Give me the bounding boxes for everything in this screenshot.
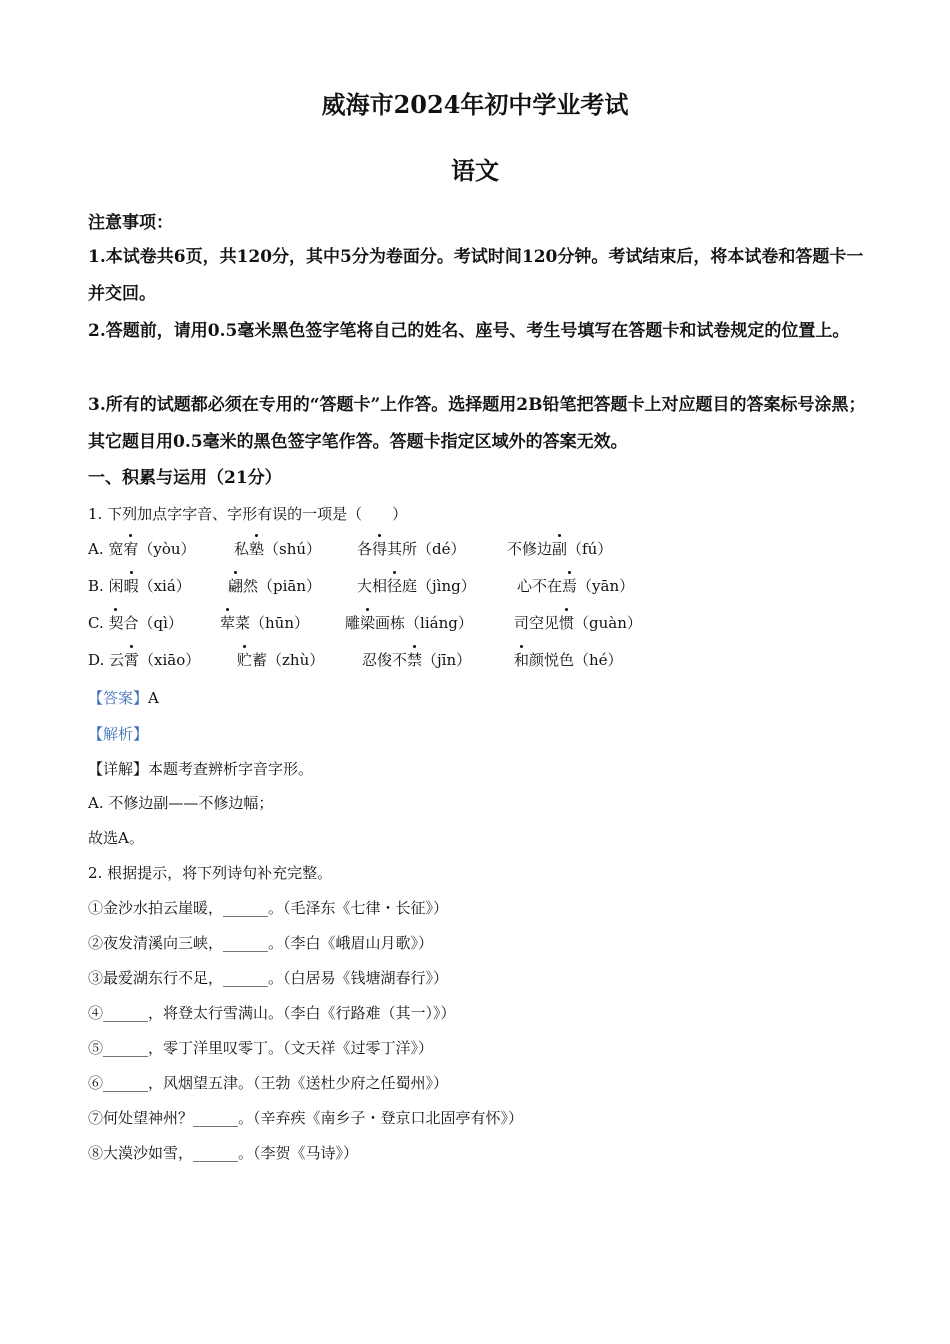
poem-line: ③最爱湖东行不足，______。（白居易《钱塘湖春行》） xyxy=(88,969,449,987)
answer-value: A xyxy=(148,689,159,707)
section-title: 一、积累与运用（21分） xyxy=(88,468,282,488)
notice-item-2: 2.答题前，请用0.5毫米黑色签字笔将自己的姓名、座号、考生号填写在答题卡和试卷规定的位置上。 xyxy=(88,321,850,341)
option-item: B. 闲暇（xiá） xyxy=(88,577,191,595)
poem-line: ④______，将登太行雪满山。（李白《行路难（其一）》） xyxy=(88,1004,456,1022)
q2-stem: 2. 根据提示，将下列诗句补充完整。 xyxy=(88,864,333,882)
answer-label: 【答案】 xyxy=(88,689,149,707)
conclusion-text: 故选A。 xyxy=(88,829,144,847)
option-item: 司空见惯（guàn） xyxy=(514,614,642,632)
option-item: 和颜悦色（hé） xyxy=(514,651,623,669)
option-item: A. 宽宥（yòu） xyxy=(88,540,196,558)
poem-line: ⑦何处望神州？______。（辛弃疾《南乡子・登京口北固亭有怀》） xyxy=(88,1109,524,1127)
option-item: C. 契合（qì） xyxy=(88,614,183,632)
notice-item-3: 3.所有的试题都必须在专用的“答题卡”上作答。选择题用2B铅笔把答题卡上对应题目的答案标号涂黑；其它题目用0.5毫米的黑色签字笔作答。答题卡指定区域外的答案无效。 xyxy=(88,395,866,452)
option-item: 心不在焉（yān） xyxy=(517,577,635,595)
correction-text: A. 不修边副——不修边幅； xyxy=(88,794,274,812)
poem-line: ①金沙水拍云崖暖，______。（毛泽东《七律・长征》） xyxy=(88,899,449,917)
option-item: 忍俊不禁（jīn） xyxy=(362,651,472,669)
option-item: 荤菜（hūn） xyxy=(220,614,309,632)
option-item: D. 云霄（xiāo） xyxy=(88,651,201,669)
poem-line: ②夜发清溪向三峡，______。（李白《峨眉山月歌》） xyxy=(88,934,434,952)
exam-title: 威海市2024年初中学业考试 xyxy=(321,90,629,119)
option-item: 贮蓄（zhù） xyxy=(237,651,325,669)
option-item: 各得其所（dé） xyxy=(357,540,466,558)
q1-stem: 1. 下列加点字字音、字形有误的一项是（ ） xyxy=(88,505,408,523)
detail-text: 【详解】本题考查辨析字音字形。 xyxy=(88,760,314,778)
option-item: 雕梁画栋（liáng） xyxy=(345,614,473,632)
analysis-label: 【解析】 xyxy=(88,725,149,743)
subject-title: 语文 xyxy=(451,156,499,185)
answer-line xyxy=(88,687,888,709)
notice-heading: 注意事项： xyxy=(88,213,173,233)
poem-line: ⑤______，零丁洋里叹零丁。（文天祥《过零丁洋》） xyxy=(88,1039,434,1057)
notice-item-1: 1.本试卷共6页，共120分，其中5分为卷面分。考试时间120分钟。考试结束后，将本试卷和答题卡一并交回。 xyxy=(88,247,864,304)
option-item: 翩然（piān） xyxy=(228,577,322,595)
option-item: 不修边副（fú） xyxy=(507,540,613,558)
poem-line: ⑧大漠沙如雪，______。（李贺《马诗》） xyxy=(88,1144,359,1162)
poem-line: ⑥______，风烟望五津。（王勃《送杜少府之任蜀州》） xyxy=(88,1074,449,1092)
option-item: 私塾（shú） xyxy=(234,540,322,558)
option-item: 大相径庭（jìng） xyxy=(357,577,476,595)
